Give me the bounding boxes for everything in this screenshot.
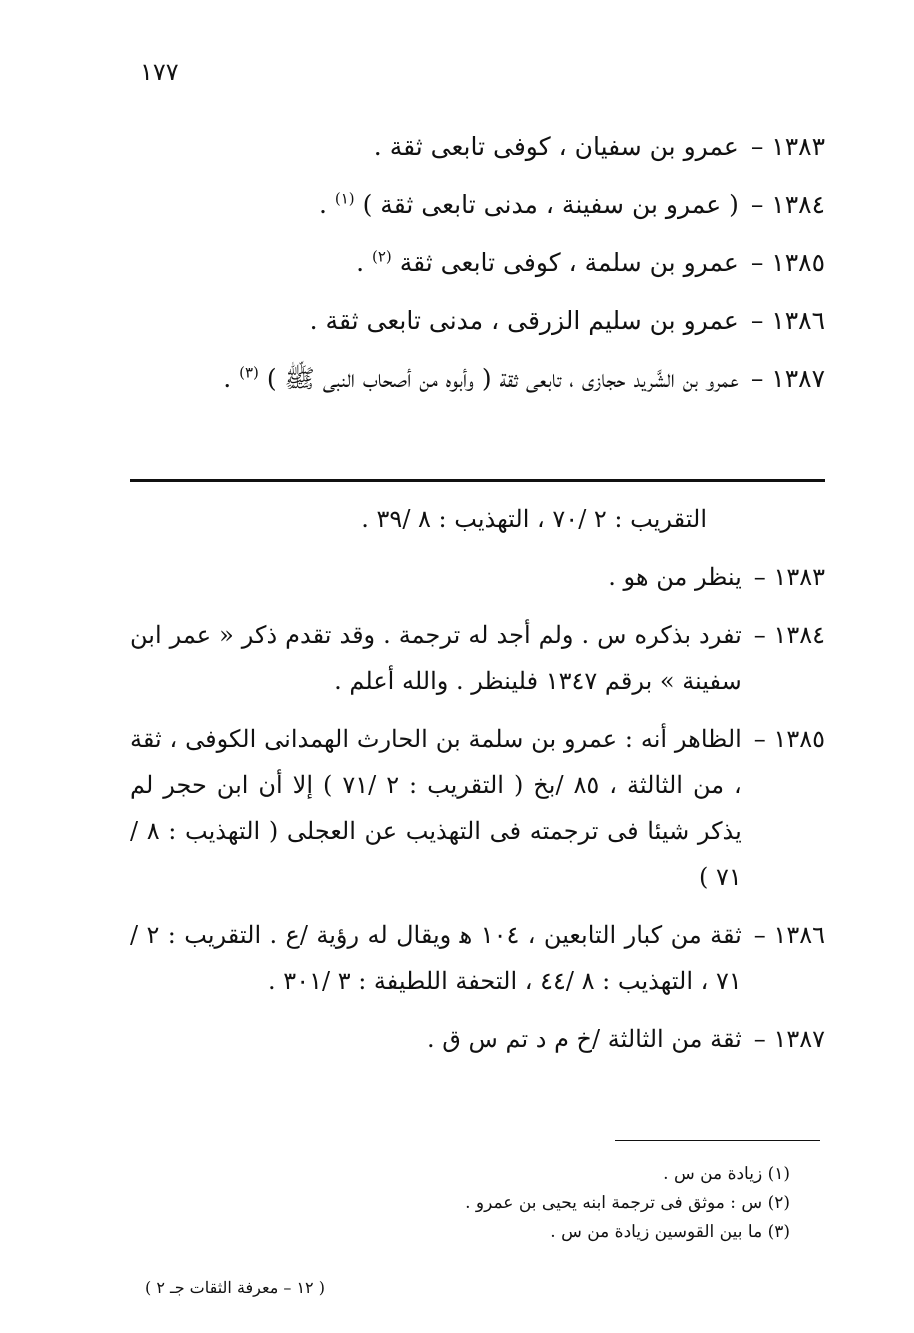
notes-section [130, 496, 825, 1062]
entry-number: ١٣٨٧ – [750, 364, 825, 393]
note-1384 [130, 612, 825, 704]
note-text: تفرد بذكره س . ولم أجد له ترجمة . وقد تقدم ذكر « عمر ابن سفينة » برقم ١٣٤٧ فلينظر . والله أعلم . [130, 621, 742, 695]
note-number: ١٣٨٧ – [753, 1025, 825, 1053]
note-text: ثقة من كبار التابعين ، ١٠٤ ﻫ ويقال له رؤية /ع . التقريب : ٢ /٧١ ، التهذيب : ٨ /٤٤ ، التحفة اللطيفة : ٣ /٣٠١ . [130, 921, 742, 995]
entry-text: عمرو بن الشَّريد حجازى ، تابعى ثقة ( وأبوه من أصحاب النبى ﷺ ) [266, 364, 739, 393]
notes-intro: التقريب : ٢ /٧٠ ، التهذيب : ٨ /٣٩ . [361, 505, 707, 533]
note-text: ينظر من هو . [608, 563, 742, 591]
note-1385 [130, 716, 825, 900]
note-number: ١٣٨٦ – [753, 921, 825, 949]
footnotes [300, 1160, 790, 1247]
entry-tail: . [318, 190, 327, 219]
entry-number: ١٣٨٦ – [750, 306, 825, 335]
entry-1384 [130, 178, 825, 232]
entry-text: ( عمرو بن سفينة ، مدنى تابعى ثقة ) [362, 190, 739, 219]
note-1386 [130, 912, 825, 1004]
entry-1383 [130, 120, 825, 174]
footnote-ref: (٣) [239, 363, 259, 382]
note-number: ١٣٨٣ – [753, 563, 825, 591]
entries-list [130, 120, 825, 410]
footnote-ref: (١) [334, 189, 355, 208]
entry-1386 [130, 294, 825, 348]
footnote-ref: (٢) [371, 247, 392, 266]
entry-text: عمرو بن سفيان ، كوفى تابعى ثقة . [373, 132, 739, 161]
page-number: ١٧٧ [140, 58, 179, 86]
entry-1387 [130, 352, 825, 406]
note-number: ١٣٨٥ – [753, 725, 825, 753]
note-number: ١٣٨٤ – [753, 621, 825, 649]
entry-number: ١٣٨٣ – [750, 132, 825, 161]
note-1387 [130, 1016, 825, 1062]
entry-number: ١٣٨٤ – [750, 190, 825, 219]
entry-number: ١٣٨٥ – [750, 248, 825, 277]
entry-1385 [130, 236, 825, 290]
signature-line: ( ١٢ – معرفة الثقات جـ ٢ ) [145, 1278, 325, 1297]
note-1383 [130, 554, 825, 600]
footnote-1: (١) زيادة من س . [663, 1164, 790, 1184]
entry-tail: . [223, 364, 232, 393]
note-text: ثقة من الثالثة /خ م د تم س ق . [427, 1025, 742, 1053]
footnote-2: (٢) س : موثق فى ترجمة ابنه يحيى بن عمرو . [465, 1193, 790, 1213]
entry-text: عمرو بن سليم الزرقى ، مدنى تابعى ثقة . [309, 306, 739, 335]
entry-tail: . [356, 248, 365, 277]
main-divider [130, 479, 825, 482]
entry-text: عمرو بن سلمة ، كوفى تابعى ثقة [399, 248, 739, 277]
footnote-divider [615, 1140, 820, 1141]
note-text: الظاهر أنه : عمرو بن سلمة بن الحارث الهمدانى الكوفى ، ثقة ، من الثالثة ، ٨٥ /بخ ( التقريب : ٢ /٧١ ) إلا أن ابن حجر لم يذكر شيئا فى ترجمته فى التهذيب عن العجلى ( التهذيب : ٨ /٧١ ) [130, 725, 742, 891]
footnote-3: (٣) ما بين القوسين زيادة من س . [550, 1222, 790, 1242]
